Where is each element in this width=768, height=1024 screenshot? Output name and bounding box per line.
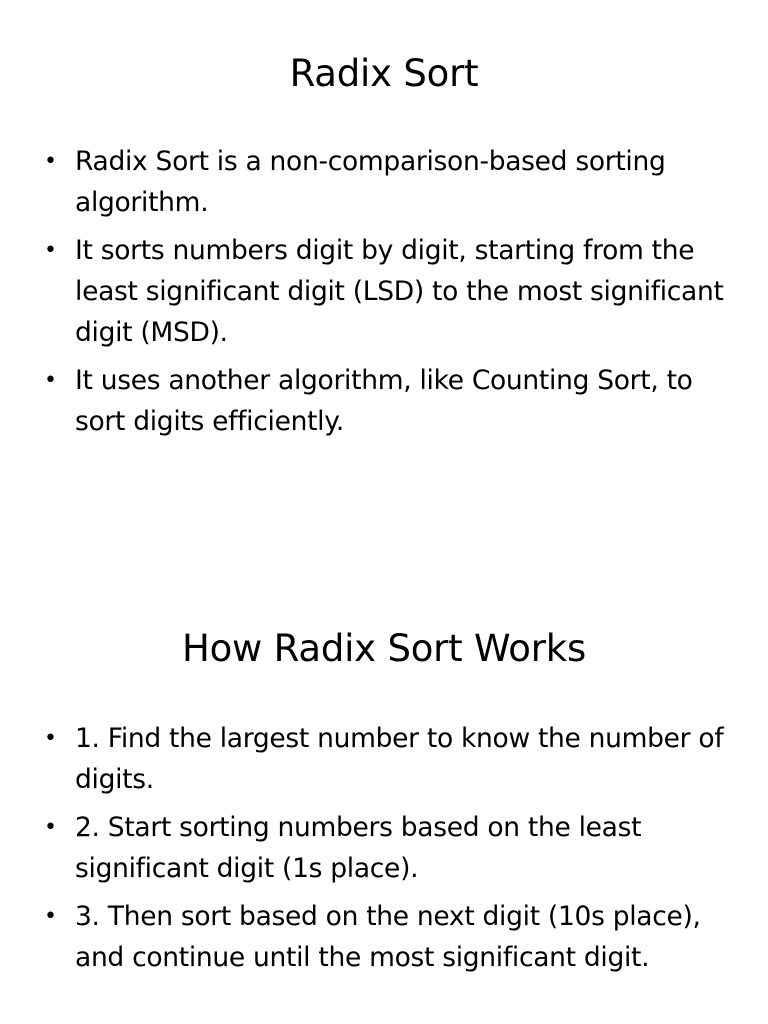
bullet-icon: • xyxy=(44,904,57,929)
slide-title: How Radix Sort Works xyxy=(181,627,587,670)
bullet-text: It uses another algorithm, like Counting Sort, to sort digits efficiently. xyxy=(75,365,693,437)
bullet-item xyxy=(44,360,724,442)
slide-title: Radix Sort xyxy=(289,52,479,95)
bullet-list xyxy=(44,141,724,449)
bullet-item xyxy=(44,141,724,223)
bullet-icon: • xyxy=(44,726,57,751)
bullet-icon: • xyxy=(44,368,57,393)
bullet-icon: • xyxy=(44,238,57,263)
bullet-icon: • xyxy=(44,149,57,174)
bullet-item xyxy=(44,896,724,978)
bullet-text: 3. Then sort based on the next digit (10s place), and continue until the most significant digit. xyxy=(75,901,701,973)
bullet-item xyxy=(44,718,724,800)
bullet-text: Radix Sort is a non-comparison-based sorting algorithm. xyxy=(75,146,666,218)
bullet-item xyxy=(44,230,724,353)
slide-how-radix-sort-works xyxy=(0,577,768,1024)
bullet-text: 2. Start sorting numbers based on the least significant digit (1s place). xyxy=(75,812,642,884)
bullet-icon: • xyxy=(44,815,57,840)
bullet-text: 1. Find the largest number to know the number of digits. xyxy=(75,723,724,795)
bullet-text: It sorts numbers digit by digit, starting from the least significant digit (LSD) to the most significant digit (MSD). xyxy=(75,235,724,348)
bullet-list xyxy=(44,718,724,985)
bullet-item xyxy=(44,807,724,889)
